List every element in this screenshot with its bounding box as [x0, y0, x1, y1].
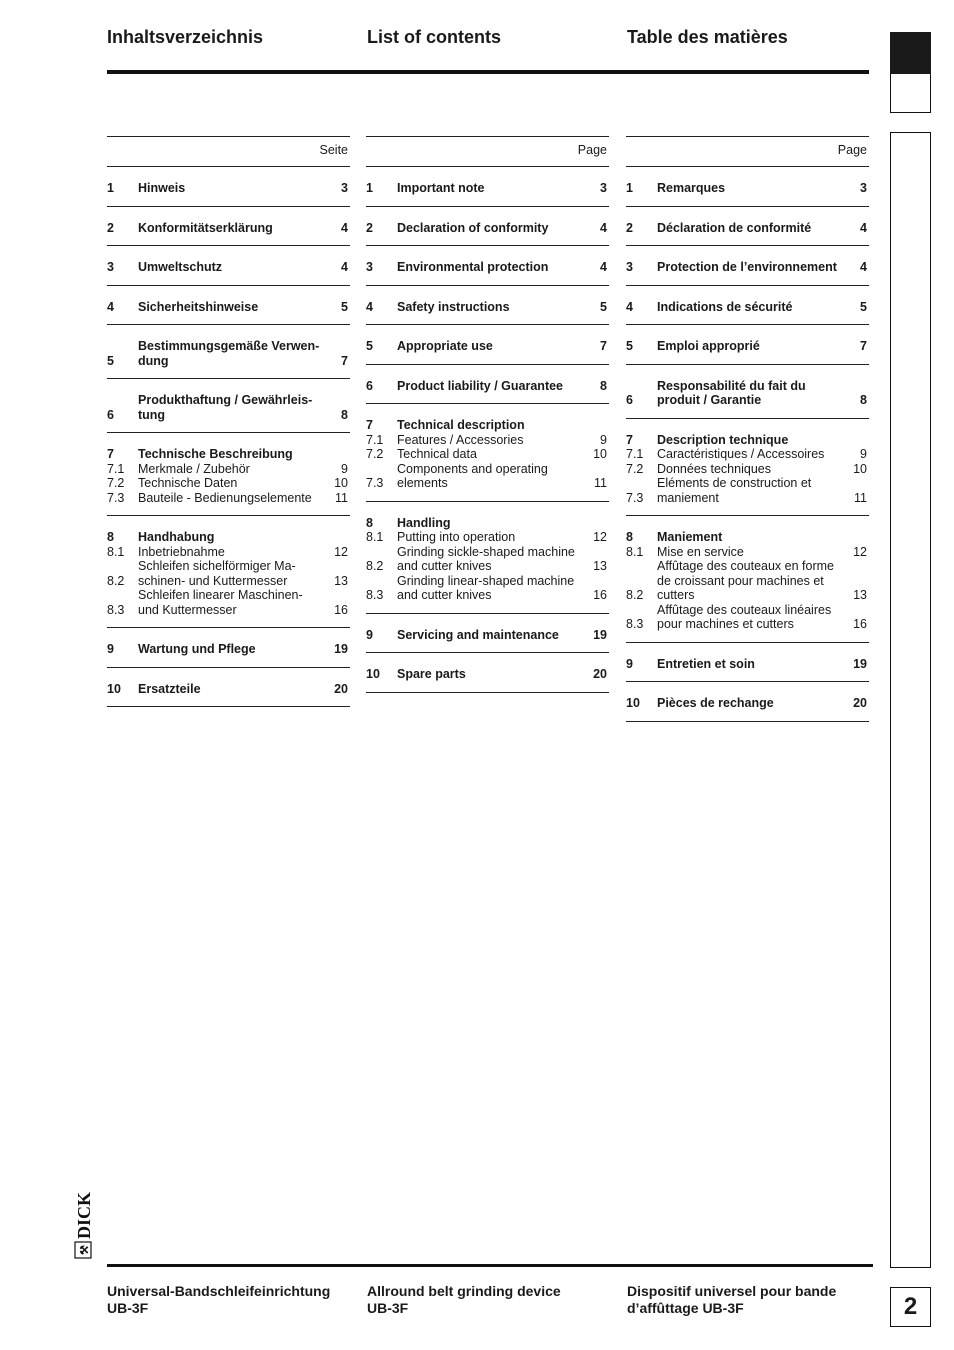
toc-section — [626, 246, 869, 286]
toc-entry-title: Description technique — [657, 432, 789, 447]
toc-entry[interactable] — [366, 530, 609, 545]
toc-entry[interactable] — [107, 476, 350, 491]
toc-entry[interactable] — [626, 476, 869, 505]
toc-entry-page: 16 — [334, 602, 348, 617]
toc-entry-number: 8.2 — [107, 573, 125, 588]
toc-entry-page: 3 — [600, 181, 607, 195]
toc-entry-title: Affûtage des couteaux en forme de croissant pour machines et cutters — [657, 559, 834, 602]
toc-entry[interactable] — [107, 339, 350, 368]
toc-entry[interactable] — [107, 393, 350, 422]
toc-entry[interactable] — [107, 530, 350, 545]
toc-entry-number: 7.1 — [366, 432, 384, 447]
toc-entry-page: 4 — [600, 220, 607, 235]
toc-entry-number: 10 — [107, 681, 121, 696]
toc-entry-number: 8.1 — [366, 530, 384, 544]
toc-entry-title: Safety instructions — [397, 299, 510, 314]
toc-section — [626, 365, 869, 419]
toc-entry-number: 8.1 — [626, 544, 644, 559]
toc-entry-title: Wartung und Pflege — [138, 642, 256, 656]
toc-entry-title: Mise en service — [657, 544, 744, 559]
toc-entry[interactable] — [626, 657, 869, 672]
footer-fr: Dispositif universel pour bande d’affûttage UB-3F — [627, 1283, 837, 1316]
toc-entry-number: 7.3 — [626, 490, 644, 505]
tab-marker-box — [890, 74, 931, 113]
page-label-header — [107, 136, 350, 167]
toc-entry[interactable] — [626, 379, 869, 408]
toc-entry-number: 2 — [626, 220, 633, 235]
side-frame — [890, 132, 931, 1268]
toc-entry-title: Pièces de rechange — [657, 696, 774, 710]
toc-entry[interactable] — [107, 181, 350, 196]
toc-entry[interactable] — [366, 545, 609, 574]
toc-column-fr — [626, 136, 869, 722]
toc-entry-title: Ersatzteile — [138, 681, 201, 696]
toc-entry-title: Bauteile - Bedienungselemente — [138, 490, 312, 505]
toc-entry-number: 7 — [626, 432, 633, 447]
toc-section — [366, 404, 609, 502]
tab-marker — [890, 32, 931, 74]
toc-entry-number: 3 — [366, 260, 373, 274]
toc-entry-number: 9 — [107, 642, 114, 656]
toc-entry-number: 6 — [626, 393, 633, 407]
footer-de: Universal-Bandschleifeinrichtung UB-3F — [107, 1283, 331, 1316]
toc-entry-title: Caractéristiques / Accessoires — [657, 447, 825, 461]
toc-entry[interactable] — [366, 300, 609, 315]
page-number: 2 — [890, 1287, 931, 1327]
toc-entry-title: Konformitätserklärung — [138, 220, 273, 235]
toc-entry-page: 9 — [341, 461, 348, 476]
toc-entry[interactable] — [626, 300, 869, 315]
toc-section — [626, 682, 869, 722]
toc-entry[interactable] — [626, 447, 869, 462]
toc-entry-title: Merkmale / Zubehör — [138, 461, 250, 476]
toc-entry-title: Schleifen linearer Maschinen- und Kuttermesser — [138, 588, 303, 617]
toc-entry-page: 16 — [593, 588, 607, 602]
toc-entry[interactable] — [107, 588, 350, 617]
toc-entry-number: 8.2 — [366, 559, 384, 573]
toc-entry-page: 8 — [341, 407, 348, 422]
toc-entry-number: 8.1 — [107, 544, 125, 559]
toc-section — [366, 207, 609, 247]
toc-entry-page: 12 — [593, 530, 607, 544]
toc-entry-number: 9 — [626, 656, 633, 671]
toc-entry-page: 8 — [600, 378, 607, 393]
page-label: Page — [837, 143, 867, 157]
footer-rule — [107, 1264, 873, 1267]
toc-entry-page: 5 — [341, 299, 348, 314]
toc-entry-page: 4 — [341, 260, 348, 274]
toc-section — [366, 614, 609, 654]
toc-section — [626, 419, 869, 517]
toc-entry-page: 10 — [334, 476, 348, 490]
toc-section — [107, 628, 350, 668]
toc-entry-page: 10 — [593, 447, 607, 461]
toc-entry-page: 19 — [853, 656, 867, 671]
toc-entry-page: 20 — [593, 667, 607, 681]
toc-entry-number: 9 — [366, 627, 373, 642]
toc-section — [107, 379, 350, 433]
toc-entry-page: 4 — [860, 260, 867, 274]
toc-column-en — [366, 136, 609, 693]
toc-section — [107, 325, 350, 379]
toc-entry-number: 5 — [107, 353, 114, 368]
toc-entry-page: 7 — [341, 353, 348, 368]
toc-entry[interactable] — [626, 559, 869, 603]
toc-entry-number: 10 — [366, 667, 380, 681]
header-rule — [107, 70, 869, 74]
footer-en: Allround belt grinding device UB-3F — [367, 1283, 561, 1316]
toc-entry-title: Technische Beschreibung — [138, 447, 293, 461]
toc-section — [107, 167, 350, 207]
toc-entry-title: Grinding linear-shaped machine and cutter knives — [397, 573, 575, 602]
toc-entry-title: Technical data — [397, 447, 477, 461]
toc-entry-number: 4 — [107, 299, 114, 314]
toc-entry-title: Components and operating elements — [397, 461, 548, 490]
toc-entry-page: 3 — [341, 181, 348, 195]
toc-entry-title: Déclaration de conformité — [657, 220, 812, 235]
toc-entry-page: 20 — [334, 681, 348, 696]
toc-entry[interactable] — [107, 559, 350, 588]
toc-entry[interactable] — [626, 260, 869, 275]
toc-section — [366, 286, 609, 326]
toc-entry-title: Appropriate use — [397, 339, 493, 353]
toc-section — [107, 246, 350, 286]
toc-entry-title: Eléments de construction et maniement — [657, 476, 812, 505]
toc-entry[interactable] — [366, 447, 609, 462]
toc-section — [366, 502, 609, 614]
toc-entry[interactable] — [366, 628, 609, 643]
toc-entry-title: Responsabilité du fait du produit / Garantie — [657, 378, 806, 407]
toc-entry-number: 8 — [107, 530, 114, 544]
toc-entry[interactable] — [626, 603, 869, 632]
toc-section — [107, 286, 350, 326]
toc-entry-number: 4 — [366, 299, 373, 314]
toc-entry-title: Important note — [397, 181, 485, 195]
toc-entry-page: 7 — [860, 339, 867, 353]
toc-entry-title: Indications de sécurité — [657, 299, 793, 314]
toc-entry-page: 12 — [334, 544, 348, 559]
toc-entry-page: 4 — [341, 220, 348, 235]
toc-entry[interactable] — [626, 545, 869, 560]
toc-entry[interactable] — [107, 682, 350, 697]
toc-section — [107, 207, 350, 247]
toc-section — [107, 516, 350, 628]
header-de: Inhaltsverzeichnis — [107, 27, 264, 47]
toc-entry-number: 8.3 — [107, 602, 125, 617]
toc-entry-title: Bestimmungsgemäße Verwen- dung — [138, 339, 320, 368]
toc-entry-number: 8.3 — [626, 617, 644, 631]
toc-entry-page: 11 — [854, 490, 867, 505]
toc-entry-title: Technische Daten — [138, 476, 238, 490]
toc-entry-title: Spare parts — [397, 667, 466, 681]
toc-entry-number: 1 — [366, 181, 373, 195]
toc-entry-title: Sicherheitshinweise — [138, 299, 259, 314]
toc-entry-title: Produkthaftung / Gewährleis- tung — [138, 393, 313, 422]
page-label: Seite — [319, 143, 348, 157]
toc-entry-title: Schleifen sichelförmiger Ma- schinen- und Kuttermesser — [138, 559, 296, 588]
toc-entry[interactable] — [366, 379, 609, 394]
toc-entry[interactable] — [366, 418, 609, 433]
toc-entry-page: 20 — [853, 696, 867, 710]
toc-entry-page: 8 — [860, 393, 867, 407]
toc-entry-page: 4 — [860, 220, 867, 235]
toc-section — [366, 325, 609, 365]
toc-entry-title: Handling — [397, 515, 451, 530]
toc-entry-number: 1 — [107, 181, 114, 195]
toc-entry-number: 7 — [107, 447, 114, 461]
toc-entry[interactable] — [107, 221, 350, 236]
toc-section — [626, 325, 869, 365]
svg-text:⚒: ⚒ — [79, 1245, 91, 1255]
toc-entry-number: 5 — [366, 339, 373, 353]
toc-entry[interactable] — [107, 491, 350, 506]
toc-entry[interactable] — [366, 574, 609, 603]
toc-section — [626, 167, 869, 207]
page-label-header — [366, 136, 609, 167]
toc-entry[interactable] — [626, 181, 869, 196]
toc-section — [366, 246, 609, 286]
toc-entry-title: Protection de l’environnement — [657, 260, 837, 274]
toc-entry-title: Handhabung — [138, 530, 215, 544]
toc-entry[interactable] — [626, 221, 869, 236]
toc-entry[interactable] — [107, 447, 350, 462]
toc-entry-page: 12 — [853, 544, 867, 559]
page-label-header — [626, 136, 869, 167]
toc-entry-title: Inbetriebnahme — [138, 544, 225, 559]
toc-section — [366, 365, 609, 405]
toc-section — [626, 286, 869, 326]
toc-entry-number: 7.1 — [626, 447, 644, 461]
toc-entry-title: Putting into operation — [397, 530, 516, 544]
toc-entry[interactable] — [366, 516, 609, 531]
toc-entry-number: 10 — [626, 696, 640, 710]
toc-entry-page: 11 — [594, 476, 607, 490]
toc-entry-page: 13 — [593, 559, 607, 573]
toc-entry-number: 4 — [626, 299, 633, 314]
toc-entry-number: 7.2 — [366, 447, 384, 461]
toc-entry-title: Entretien et soin — [657, 656, 755, 671]
toc-section — [366, 167, 609, 207]
toc-entry[interactable] — [107, 260, 350, 275]
toc-entry-number: 5 — [626, 339, 633, 353]
toc-entry-title: Données techniques — [657, 461, 771, 476]
toc-entry-page: 3 — [860, 181, 867, 195]
toc-entry-page: 10 — [853, 461, 867, 476]
toc-entry-number: 7.3 — [107, 490, 125, 505]
toc-entry[interactable] — [626, 696, 869, 711]
toc-entry-page: 19 — [334, 642, 348, 656]
toc-entry-number: 8 — [366, 515, 373, 530]
toc-entry[interactable] — [366, 667, 609, 682]
toc-section — [107, 433, 350, 516]
toc-entry-page: 5 — [600, 299, 607, 314]
logo-text: DICK — [74, 1191, 94, 1239]
toc-entry[interactable] — [107, 642, 350, 657]
toc-entry-number: 7.2 — [626, 461, 644, 476]
toc-entry-title: Emploi approprié — [657, 339, 760, 353]
toc-section — [626, 643, 869, 683]
toc-entry-number: 1 — [626, 181, 633, 195]
toc-entry-number: 2 — [107, 220, 114, 235]
toc-entry-number: 6 — [107, 407, 114, 422]
toc-entry[interactable] — [626, 339, 869, 354]
toc-entry-page: 7 — [600, 339, 607, 353]
toc-entry-title: Product liability / Guarantee — [397, 378, 564, 393]
toc-section — [626, 207, 869, 247]
toc-entry[interactable] — [626, 433, 869, 448]
toc-entry-title: Features / Accessories — [397, 432, 524, 447]
toc-entry-page: 13 — [334, 573, 348, 588]
toc-entry-title: Technical description — [397, 418, 525, 432]
toc-entry-title: Remarques — [657, 181, 726, 195]
header-fr: Table des matières — [627, 27, 788, 47]
toc-entry-page: 9 — [860, 447, 867, 461]
toc-entry-title: Declaration of conformity — [397, 220, 549, 235]
dick-logo — [60, 1190, 96, 1268]
toc-section — [366, 653, 609, 693]
toc-entry-title: Servicing and maintenance — [397, 627, 559, 642]
page-label: Page — [577, 143, 607, 157]
toc-entry[interactable] — [366, 433, 609, 448]
toc-entry-title: Hinweis — [138, 181, 186, 195]
toc-entry[interactable] — [366, 181, 609, 196]
toc-entry-number: 7.3 — [366, 476, 384, 490]
toc-entry-page: 11 — [335, 490, 348, 505]
toc-entry[interactable] — [107, 545, 350, 560]
toc-entry-number: 8.2 — [626, 588, 644, 602]
toc-entry-number: 6 — [366, 378, 373, 393]
toc-entry-number: 7 — [366, 418, 373, 432]
toc-entry-page: 19 — [593, 627, 607, 642]
toc-entry-number: 8.3 — [366, 588, 384, 602]
header-en: List of contents — [367, 27, 501, 47]
toc-entry-number: 8 — [626, 530, 633, 544]
toc-entry-title: Grinding sickle-shaped machine and cutter knives — [397, 544, 575, 573]
toc-entry[interactable] — [366, 260, 609, 275]
toc-entry-title: Umweltschutz — [138, 260, 223, 274]
toc-entry-number: 2 — [366, 220, 373, 235]
toc-entry[interactable] — [366, 221, 609, 236]
toc-entry-number: 3 — [626, 260, 633, 274]
toc-entry[interactable] — [626, 530, 869, 545]
toc-entry-title: Affûtage des couteaux linéaires pour machines et cutters — [657, 602, 832, 631]
toc-entry-page: 5 — [860, 299, 867, 314]
toc-entry-page: 13 — [853, 588, 867, 602]
toc-entry[interactable] — [107, 462, 350, 477]
toc-entry-number: 7.2 — [107, 476, 125, 490]
toc-entry[interactable] — [626, 462, 869, 477]
toc-entry-number: 7.1 — [107, 461, 125, 476]
toc-entry-title: Environmental protection — [397, 260, 549, 274]
toc-entry[interactable] — [366, 339, 609, 354]
toc-entry-page: 16 — [853, 617, 867, 631]
toc-entry-page: 9 — [600, 432, 607, 447]
toc-entry[interactable] — [107, 300, 350, 315]
toc-entry[interactable] — [366, 462, 609, 491]
toc-column-de — [107, 136, 350, 707]
toc-entry-title: Maniement — [657, 530, 723, 544]
toc-entry-number: 3 — [107, 260, 114, 274]
toc-section — [626, 516, 869, 643]
toc-section — [107, 668, 350, 708]
toc-entry-page: 4 — [600, 260, 607, 274]
